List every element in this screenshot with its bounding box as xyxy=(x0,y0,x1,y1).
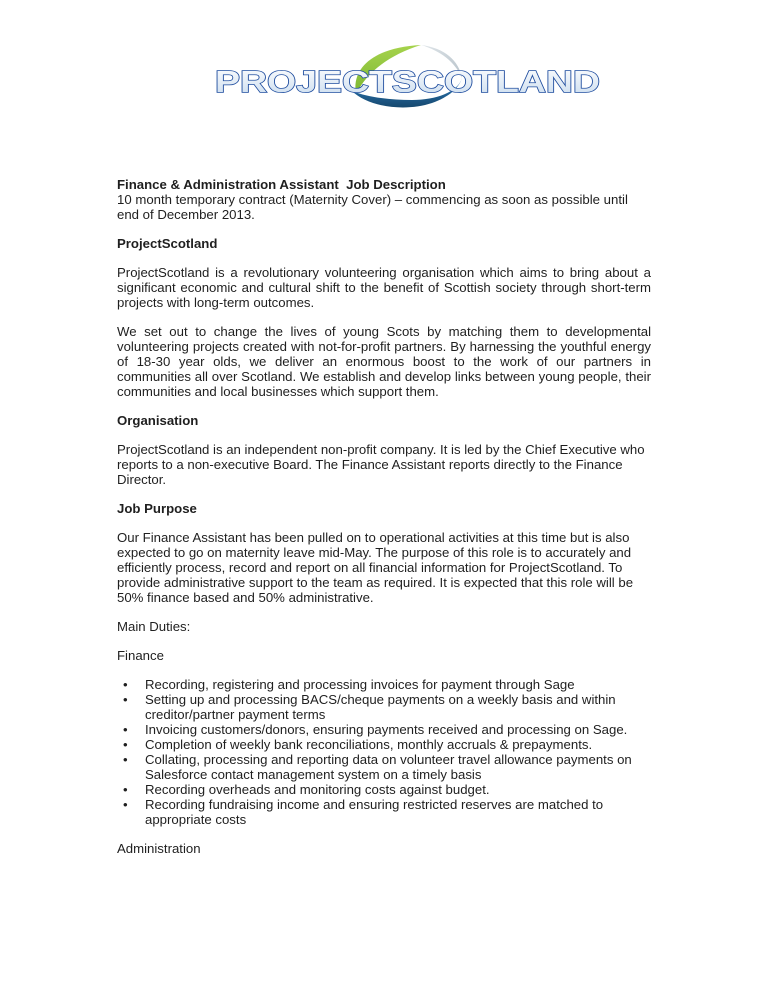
finance-duties-label: Finance xyxy=(117,648,164,663)
main-duties-label: Main Duties: xyxy=(117,619,191,634)
doc-subtitle: 10 month temporary contract (Maternity Cover) – commencing as soon as possible until end of December 2013. xyxy=(117,192,628,222)
job-purpose-paragraph: Our Finance Assistant has been pulled on to operational activities at this time but is also expected to go on maternity leave mid-May. The purpose of this role is to accurately and efficiently process, record and report on all financial information for ProjectScotland. To provide administrative support to the team as required. It is expected that this role will be 50% finance based and 50% administrative. xyxy=(117,530,634,605)
heading-projectscotland: ProjectScotland xyxy=(117,236,218,251)
list-item: • Invoicing customers/donors, ensuring payments received and processing on Sage. xyxy=(117,722,651,737)
list-item: • Recording, registering and processing invoices for payment through Sage xyxy=(117,677,651,692)
heading-organisation: Organisation xyxy=(117,413,199,428)
organisation-paragraph: ProjectScotland is an independent non-profit company. It is led by the Chief Executive who reports to a non-executive Board. The Finance Assistant reports directly to the Finance Director. xyxy=(117,442,645,487)
logo xyxy=(215,40,605,110)
about-paragraph-2: We set out to change the lives of young Scots by matching them to developmental volunteering projects created with not-for-profit partners. By harnessing the youthful energy of 18-30 year olds, we deliver an enormous boost to the work of our partners in communities all over Scotland. We establish and develop links between young people, their communities and local businesses which support them. xyxy=(117,324,651,399)
projectscotland-logo-graphic xyxy=(215,40,605,110)
administration-duties-label: Administration xyxy=(117,841,201,856)
heading-job-purpose: Job Purpose xyxy=(117,501,197,516)
logo-wordmark: PROJECTSCOTLAND xyxy=(215,64,600,99)
list-item: • Collating, processing and reporting data on volunteer travel allowance payments on Salesforce contact management system on a timely basis xyxy=(117,752,651,782)
list-item: • Recording overheads and monitoring costs against budget. xyxy=(117,782,651,797)
document-body xyxy=(117,177,651,856)
list-item: • Completion of weekly bank reconciliations, monthly accruals & prepayments. xyxy=(117,737,651,752)
about-paragraph-1: ProjectScotland is a revolutionary volunteering organisation which aims to bring about a significant economic and cultural shift to the benefit of Scottish society through short-term projects with long-term outcomes. xyxy=(117,265,651,310)
doc-title: Finance & Administration Assistant Job Description xyxy=(117,177,446,192)
list-item: • Setting up and processing BACS/cheque payments on a weekly basis and within creditor/partner payment terms xyxy=(117,692,651,722)
finance-duties-list xyxy=(117,677,651,827)
list-item: • Recording fundraising income and ensuring restricted reserves are matched to appropriate costs xyxy=(117,797,651,827)
